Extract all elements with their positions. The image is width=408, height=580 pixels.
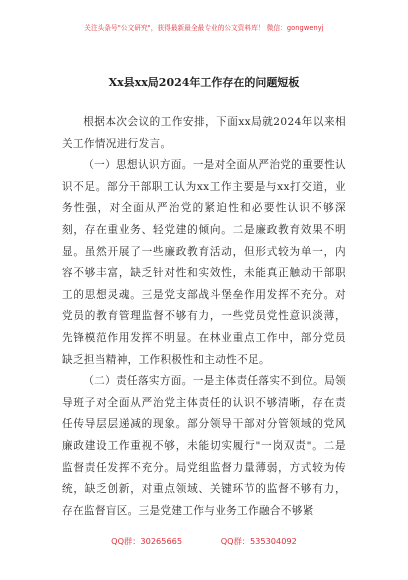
footer-qq-group-1: QQ群：30265665 — [111, 536, 183, 546]
document-title: Xx县xx局2024年工作存在的问题短板 — [108, 76, 300, 89]
document-body — [62, 112, 346, 522]
footer-contacts — [0, 536, 408, 547]
footer-qq-group-2: QQ群：535304092 — [220, 536, 297, 546]
paragraph-ideology: （一）思想认识方面。一是对全面从严治党的重要性认识不足。部分干部职工认为xx工作主要是与xx打交道，业务性强，对全面从严治党的紧迫性和必要性认识不够深刻，存在重业务、轻党建的倾向。二是廉政教育效果不明显。虽然开展了一些廉政教育活动，但形式较为单一，内容不够丰富，缺乏针对性和实效性，未能真正触动干部职工的思想灵魂。三是党支部战斗堡垒作用发挥不充分。对党员的教育管理监督不够有力，一些党员党性意识淡薄，先锋模范作用发挥不明显。在林业重点工作中，部分党员缺乏担当精神，工作积极性和主动性不足。 — [62, 159, 346, 366]
paragraph-responsibility: （二）责任落实方面。一是主体责任落实不到位。局领导班子对全面从严治党主体责任的认识不够清晰，存在责任传导层层递减的现象。部分领导干部对分管领域的党风廉政建设工作重视不够，未能切实履行"一岗双责"。二是监督责任发挥不充分。局党组监督力量薄弱，方式较为传统，缺乏创新，对重点领域、关键环节的监督不够有力，存在监督盲区。三是党建工作与业务工作融合不够紧 — [62, 375, 346, 517]
header-notice: 关注头条号"公文研究"，获得最新最全最专业的公文资料库！ 微信：gongwenyj — [84, 24, 324, 32]
paragraph-intro: 根据本次会议的工作安排，下面xx局就2024年以来相关工作情况进行发言。 — [62, 116, 346, 150]
